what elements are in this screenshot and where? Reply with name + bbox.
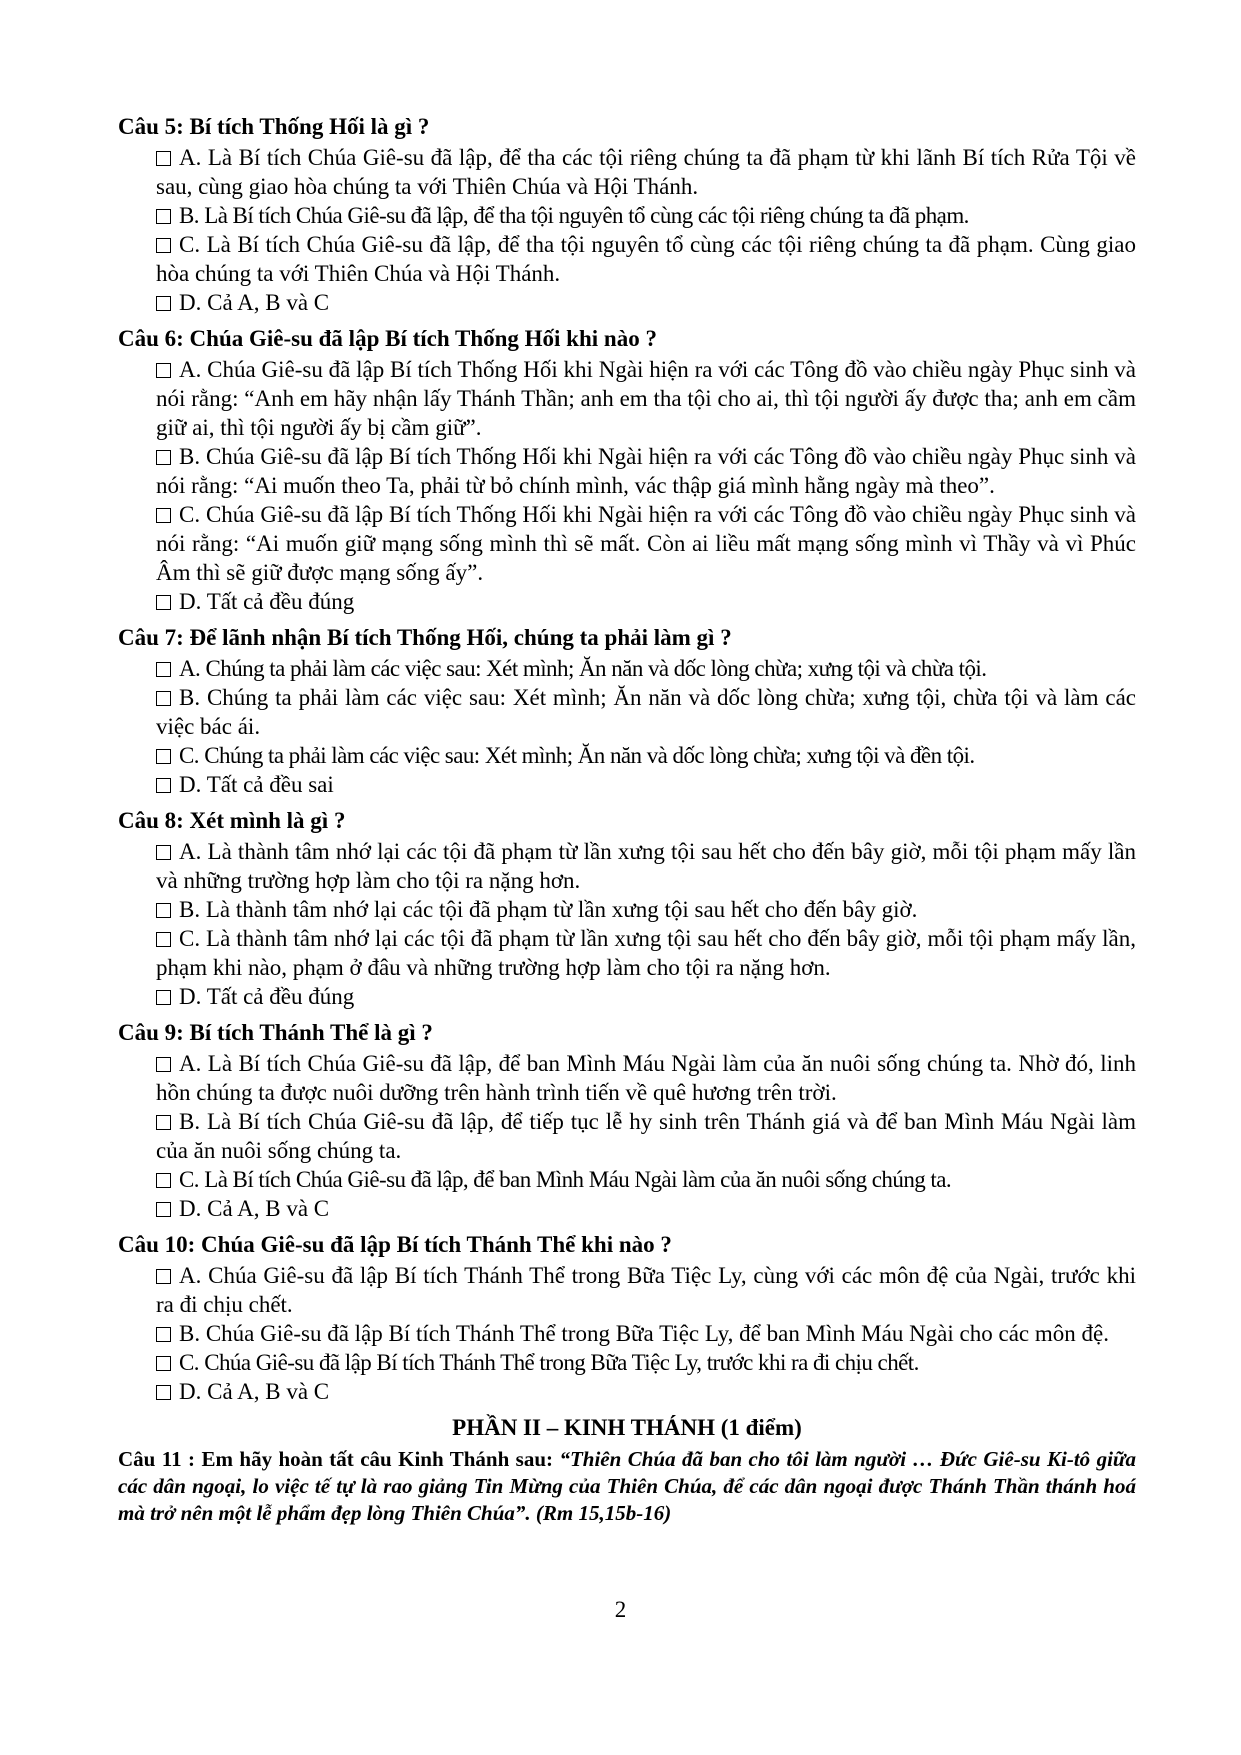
option-c[interactable]: C. Chúng ta phải làm các việc sau: Xét mình; Ăn năn và dốc lòng chừa; xưng tội và đền tội. [156, 741, 1136, 770]
option-a[interactable]: A. Là Bí tích Chúa Giê-su đã lập, để ban Mình Máu Ngài làm của ăn nuôi sống chúng ta. Nhờ đó, linh hồn chúng ta được nuôi dưỡng trên hành trình tiến về quê hương trên trời. [156, 1051, 1136, 1105]
option-b[interactable]: B. Là Bí tích Chúa Giê-su đã lập, để tha tội nguyên tổ cùng các tội riêng chúng ta đã phạm. [156, 201, 1136, 230]
checkbox-icon[interactable] [156, 209, 171, 224]
document-page [118, 112, 1136, 1527]
checkbox-icon[interactable] [156, 903, 171, 918]
question-title: Câu 7: Để lãnh nhận Bí tích Thống Hối, chúng ta phải làm gì ? [118, 625, 732, 650]
option-d[interactable]: D. Cả A, B và C [156, 1377, 1136, 1406]
option-c[interactable]: C. Chúa Giê-su đã lập Bí tích Thánh Thể trong Bữa Tiệc Ly, trước khi ra đi chịu chết. [156, 1348, 1136, 1377]
checkbox-icon[interactable] [156, 1202, 171, 1217]
option-b[interactable]: B. Chúng ta phải làm các việc sau: Xét mình; Ăn năn và dốc lòng chừa; xưng tội, chừa tội và làm các việc bác ái. [156, 685, 1136, 739]
option-d[interactable]: D. Cả A, B và C [156, 1194, 1136, 1223]
checkbox-icon[interactable] [156, 932, 171, 947]
checkbox-icon[interactable] [156, 845, 171, 860]
option-d[interactable]: D. Tất cả đều sai [156, 770, 1136, 799]
checkbox-icon[interactable] [156, 1269, 171, 1284]
option-d[interactable]: D. Cả A, B và C [156, 288, 1136, 317]
checkbox-icon[interactable] [156, 662, 171, 677]
option-b[interactable]: B. Là thành tâm nhớ lại các tội đã phạm từ lần xưng tội sau hết cho đến bây giờ. [156, 895, 1136, 924]
checkbox-icon[interactable] [156, 1115, 171, 1130]
question-title: Câu 6: Chúa Giê-su đã lập Bí tích Thống Hối khi nào ? [118, 326, 657, 351]
option-a[interactable]: A. Là thành tâm nhớ lại các tội đã phạm từ lần xưng tội sau hết cho đến bây giờ, mỗi tội phạm mấy lần và những trường hợp làm cho tội ra nặng hơn. [156, 839, 1136, 893]
option-a[interactable]: A. Là Bí tích Chúa Giê-su đã lập, để tha các tội riêng chúng ta đã phạm từ khi lãnh Bí tích Rửa Tội về sau, cùng giao hòa chúng ta với Thiên Chúa và Hội Thánh. [156, 145, 1136, 199]
option-c[interactable]: C. Là Bí tích Chúa Giê-su đã lập, để tha tội nguyên tổ cùng các tội riêng chúng ta đã phạm. Cùng giao hòa chúng ta với Thiên Chúa và Hội Thánh. [156, 232, 1136, 286]
scripture-quote: “Thiên Chúa đã ban cho tôi làm người … Đức Giê-su Ki-tô giữa các dân ngoại, lo việc tế tự là rao giảng Tin Mừng của Thiên Chúa, để các dân ngoại được Thánh Thần thánh hoá mà trở nên một lễ phẩm đẹp lòng Thiên Chúa”. (Rm 15,15b-16) [118, 1447, 1136, 1525]
option-b[interactable]: B. Chúa Giê-su đã lập Bí tích Thống Hối khi Ngài hiện ra với các Tông đồ vào chiều ngày Phục sinh và nói rằng: “Ai muốn theo Ta, phải từ bỏ chính mình, vác thập giá mình hằng ngày mà theo”. [156, 444, 1136, 498]
question-title: Câu 10: Chúa Giê-su đã lập Bí tích Thánh Thể khi nào ? [118, 1232, 672, 1257]
checkbox-icon[interactable] [156, 1057, 171, 1072]
option-d[interactable]: D. Tất cả đều đúng [156, 587, 1136, 616]
question-5 [118, 112, 1136, 317]
checkbox-icon[interactable] [156, 238, 171, 253]
question-prompt: Câu 11 : Em hãy hoàn tất câu Kinh Thánh sau: [118, 1447, 560, 1471]
page-number: 2 [614, 1597, 627, 1622]
checkbox-icon[interactable] [156, 1356, 171, 1371]
checkbox-icon[interactable] [156, 595, 171, 610]
question-title: Câu 8: Xét mình là gì ? [118, 808, 346, 833]
option-b[interactable]: B. Là Bí tích Chúa Giê-su đã lập, để tiếp tục lễ hy sinh trên Thánh giá và để ban Mình Máu Ngài làm của ăn nuôi sống chúng ta. [156, 1109, 1136, 1163]
option-c[interactable]: C. Là Bí tích Chúa Giê-su đã lập, để ban Mình Máu Ngài làm của ăn nuôi sống chúng ta. [156, 1165, 1136, 1194]
checkbox-icon[interactable] [156, 151, 171, 166]
option-c[interactable]: C. Chúa Giê-su đã lập Bí tích Thống Hối khi Ngài hiện ra với các Tông đồ vào chiều ngày Phục sinh và nói rằng: “Ai muốn giữ mạng sống mình thì sẽ mất. Còn ai liều mất mạng sống mình vì Thầy và vì Phúc Âm thì sẽ giữ được mạng sống ấy”. [156, 502, 1136, 585]
checkbox-icon[interactable] [156, 296, 171, 311]
question-7 [118, 623, 1136, 799]
question-title: Câu 9: Bí tích Thánh Thể là gì ? [118, 1020, 433, 1045]
question-10 [118, 1230, 1136, 1406]
question-6 [118, 324, 1136, 616]
checkbox-icon[interactable] [156, 1173, 171, 1188]
question-11 [118, 1446, 1136, 1527]
option-c[interactable]: C. Là thành tâm nhớ lại các tội đã phạm từ lần xưng tội sau hết cho đến bây giờ, mỗi tội phạm mấy lần, phạm khi nào, phạm ở đâu và những trường hợp làm cho tội ra nặng hơn. [156, 926, 1136, 980]
question-title: Câu 5: Bí tích Thống Hối là gì ? [118, 114, 430, 139]
option-b[interactable]: B. Chúa Giê-su đã lập Bí tích Thánh Thể trong Bữa Tiệc Ly, để ban Mình Máu Ngài cho các môn đệ. [156, 1319, 1136, 1348]
checkbox-icon[interactable] [156, 363, 171, 378]
checkbox-icon[interactable] [156, 990, 171, 1005]
checkbox-icon[interactable] [156, 1327, 171, 1342]
section-heading: PHẦN II – KINH THÁNH (1 điểm) [452, 1415, 802, 1440]
option-a[interactable]: A. Chúa Giê-su đã lập Bí tích Thánh Thể trong Bữa Tiệc Ly, cùng với các môn đệ của Ngài, trước khi ra đi chịu chết. [156, 1263, 1136, 1317]
checkbox-icon[interactable] [156, 749, 171, 764]
checkbox-icon[interactable] [156, 508, 171, 523]
checkbox-icon[interactable] [156, 450, 171, 465]
checkbox-icon[interactable] [156, 691, 171, 706]
option-a[interactable]: A. Chúng ta phải làm các việc sau: Xét mình; Ăn năn và dốc lòng chừa; xưng tội và chừa tội. [156, 654, 1136, 683]
option-a[interactable]: A. Chúa Giê-su đã lập Bí tích Thống Hối khi Ngài hiện ra với các Tông đồ vào chiều ngày Phục sinh và nói rằng: “Anh em hãy nhận lấy Thánh Thần; anh em tha tội cho ai, thì tội người ấy được tha; anh em cầm giữ ai, thì tội người ấy bị cầm giữ”. [156, 357, 1136, 440]
question-8 [118, 806, 1136, 1011]
checkbox-icon[interactable] [156, 778, 171, 793]
question-9 [118, 1018, 1136, 1223]
option-d[interactable]: D. Tất cả đều đúng [156, 982, 1136, 1011]
checkbox-icon[interactable] [156, 1385, 171, 1400]
